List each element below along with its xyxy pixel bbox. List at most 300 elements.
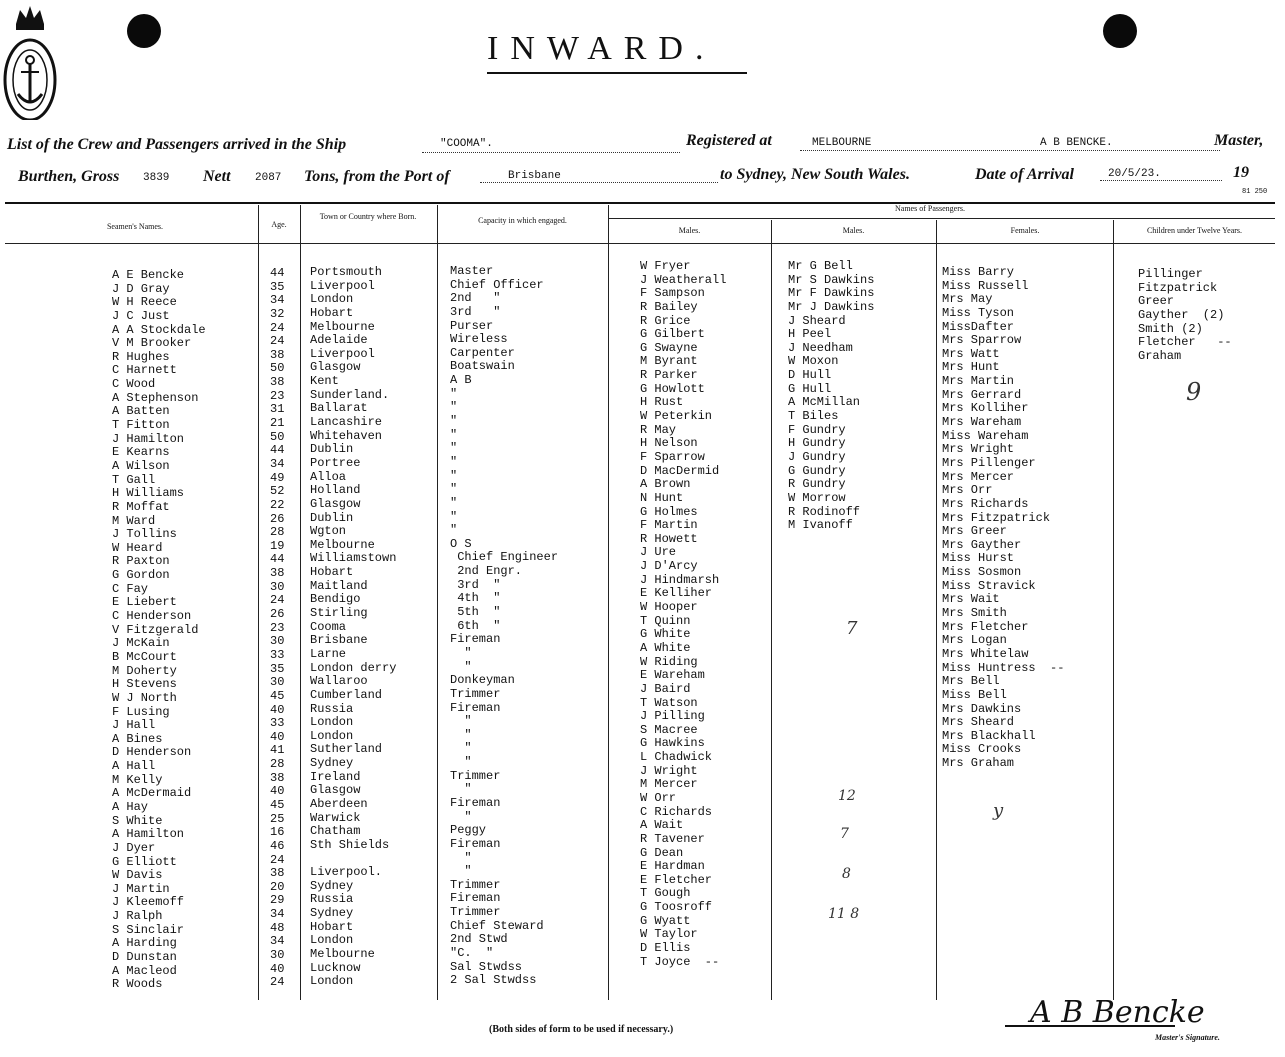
master-label: Master, [1214,132,1264,149]
male-passenger-entry: F Gundry [788,422,846,437]
signature-line [1005,1025,1175,1027]
male-passenger-entry: J Wright [640,763,698,778]
crew-name-entry: A E Bencke [112,268,185,282]
registered-port: MELBOURNE [812,137,872,149]
tick-annotation-1: 7 [846,618,858,639]
crew-capacity-entry: Peggy [450,823,487,838]
crew-name-entry: D Henderson [112,745,192,760]
female-passenger-entry: Mrs Orr [942,483,993,498]
male-passenger-entry: Mr G Bell [788,259,853,273]
male-passenger-entry: J Sheard [788,313,846,328]
crew-name-entry: A Hall [112,759,156,774]
female-passenger-entry: Miss Barry [942,265,1015,279]
male-passenger-entry: R Rodinoff [788,504,861,519]
crew-age-entry: 28 [270,525,285,540]
male-passenger-entry: H Gundry [788,436,846,451]
binding-hole-right [1103,14,1137,48]
crew-name-entry: A Bines [112,731,163,746]
crew-name-entry: J Martin [112,881,170,896]
male-passenger-entry: W Riding [640,654,698,669]
crew-capacity-entry: Trimmer [450,768,501,783]
male-passenger-entry: R Gundry [788,477,846,492]
crew-age-entry: 40 [270,784,285,799]
female-passenger-entry: Miss Wareham [942,428,1029,443]
crew-age-entry: 33 [270,716,285,731]
crew-age-entry: 38 [270,770,285,785]
male-passenger-entry: J Gundry [788,449,846,464]
crew-age-entry: 38 [270,375,285,390]
crew-capacity-entry: " [450,495,458,510]
female-passenger-entry: Mrs Hunt [942,360,1000,375]
male-passenger-entry: R May [640,422,677,437]
male-passenger-entry: F Martin [640,518,698,533]
crew-name-entry: V Fitzgerald [112,622,199,637]
crew-name-entry: A Hamilton [112,827,185,842]
passengers-females-list [942,266,1113,771]
crew-birthplace-entry: London [310,292,354,307]
female-passenger-entry: Miss Sosmon [942,565,1022,580]
crew-birthplace-entry: Aberdeen [310,796,368,811]
male-passenger-entry: J Weatherall [640,272,727,287]
crew-birthplace-entry: Hobart [310,565,354,580]
crew-birthplace-entry: London [310,933,354,948]
crew-birthplace-entry: Williamstown [310,551,397,566]
female-passenger-entry: Mrs Kolliher [942,401,1029,416]
crew-age-entry: 40 [270,729,285,744]
crew-name-entry: E Liebert [112,595,177,610]
female-passenger-entry: MissDafter [942,319,1015,334]
crew-name-entry: W J North [112,690,177,705]
crew-name-entry: A Harding [112,936,177,951]
crew-name-entry: C Fay [112,581,149,596]
crew-age-entry: 24 [270,593,285,608]
crew-birthplace-entry: Cumberland [310,687,383,702]
crew-age-entry: 44 [270,266,285,280]
male-passenger-entry: H Peel [788,327,832,342]
crew-birthplace-entry: Larne [310,646,347,661]
female-passenger-entry: Miss Huntress -- [942,660,1065,675]
crew-capacity-entry: Chief Engineer [450,550,559,565]
male-passenger-entry: Mr F Dawkins [788,286,875,301]
female-passenger-entry: Mrs Richards [942,496,1029,511]
female-passenger-entry: Mrs May [942,292,993,307]
header-bottom-rule [5,243,1275,244]
crew-birthplace-entry: Sydney [310,878,354,893]
crew-capacity-entry: " [450,809,472,824]
crew-birthplace-entry: Lucknow [310,960,361,975]
header-line1-prefix: List of the Crew and Passengers arrived in the Ship [7,136,347,153]
crew-capacity-entry: Fireman [450,700,501,715]
male-passenger-entry: G Dean [640,845,684,860]
crew-birthplace-entry: London [310,728,354,743]
crew-age-entry: 48 [270,920,285,935]
crew-birthplace-entry: Wgton [310,524,347,539]
crew-birthplace-entry: Ireland [310,769,361,784]
crew-capacity-entry: " [450,782,472,797]
from-port: Brisbane [508,170,561,182]
child-passenger-entry: Greer [1138,294,1175,309]
crew-capacity-entry: Purser [450,318,494,333]
crew-name-entry: J D Gray [112,281,170,296]
child-passenger-entry: Fitzpatrick [1138,280,1218,295]
female-passenger-entry: Miss Bell [942,687,1007,702]
crew-age-entry: 38 [270,347,285,362]
crew-name-entry: S White [112,813,163,828]
crew-name-entry: C Harnett [112,363,177,378]
male-passenger-entry: E Hardman [640,859,705,874]
crew-capacity-entry: " [450,645,472,660]
crew-age-entry: 44 [270,552,285,567]
col-rule-6 [936,220,937,1000]
male-passenger-entry: F Sparrow [640,449,705,464]
female-passenger-entry: Mrs Wait [942,592,1000,607]
male-passenger-entry: G Hawkins [640,736,705,751]
crew-birthplace-entry: Hobart [310,305,354,320]
crew-name-entry: J Dyer [112,840,156,855]
female-passenger-entry: Mrs Wareham [942,415,1022,430]
crew-age-entry: 32 [270,306,285,321]
crew-age-entry: 29 [270,893,285,908]
port-dotted-line [480,182,718,183]
male-passenger-entry: D Hull [788,368,832,383]
male-passenger-entry: C Richards [640,804,713,819]
male-passenger-entry: H Rust [640,395,684,410]
crew-capacity-entry: " [450,727,472,742]
male-passenger-entry: G Gundry [788,463,846,478]
crew-birthplace-entry: Alloa [310,469,347,484]
crew-age-entry: 28 [270,757,285,772]
crew-capacity-entry: " [450,454,458,469]
male-passenger-entry: T Watson [640,695,698,710]
crew-age-entry: 26 [270,607,285,622]
crew-capacity-entry: 4th " [450,591,501,606]
passengers-males-2-list [788,260,936,533]
crew-birthplace-entry: Liverpool [310,278,375,293]
crew-born-list [310,266,437,989]
crew-age-entry: 38 [270,566,285,581]
crew-capacity-entry: 3rd " [450,304,501,319]
form-code: 81 250 [1242,188,1268,196]
crew-age-entry: 25 [270,811,285,826]
crew-birthplace-entry: Glasgow [310,783,361,798]
crew-birthplace-entry: Portree [310,455,361,470]
male-passenger-entry: G Swayne [640,340,698,355]
female-passenger-entry: Mrs Pillenger [942,455,1036,470]
crew-birthplace-entry: London derry [310,660,397,675]
male-passenger-entry: A Brown [640,477,691,492]
crew-capacity-entry: " [450,441,458,456]
crew-name-entry: T Fitton [112,418,170,433]
crew-name-entry: R Moffat [112,499,170,514]
crew-birthplace-entry: Sydney [310,756,354,771]
col-rule-1 [258,205,259,1000]
female-passenger-entry: Mrs Martin [942,374,1015,389]
male-passenger-entry: A Wait [640,818,684,833]
male-passenger-entry: W Moxon [788,354,839,369]
crew-name-entry: S Sinclair [112,922,185,937]
crew-capacity-entry: " [450,714,472,729]
crew-age-entry: 30 [270,579,285,594]
crew-capacity-entry: Donkeyman [450,673,515,688]
crew-age-entry: 22 [270,497,285,512]
crew-capacity-entry: Master [450,264,494,278]
male-passenger-entry: T Biles [788,409,839,424]
crew-birthplace-entry: London [310,974,354,989]
crew-capacity-entry: Wireless [450,332,508,347]
to-label: to Sydney, New South Wales. [720,166,910,183]
crew-capacity-entry: " [450,427,458,442]
male-passenger-entry: S Macree [640,722,698,737]
crew-capacity-entry: " [450,850,472,865]
tally-annotation-5: 11 8 [828,906,860,922]
male-passenger-entry: E Fletcher [640,872,713,887]
male-passenger-entry: G Toosroff [640,900,713,915]
male-passenger-entry: J Baird [640,681,691,696]
crew-birthplace-entry: Dublin [310,510,354,525]
female-passenger-entry: Mrs Whitelaw [942,646,1029,661]
crew-name-entry: T Gall [112,472,156,487]
crew-birthplace-entry: Adelaide [310,333,368,348]
male-passenger-entry: G Howlott [640,381,705,396]
crew-age-entry: 24 [270,334,285,349]
tons-label: Tons, from the Port of [304,168,450,185]
registered-label: Registered at [686,132,772,149]
female-passenger-entry: Miss Stravick [942,578,1036,593]
crew-capacity-entry: " [450,659,472,674]
footer-note: (Both sides of form to be used if necessary.) [489,1024,674,1035]
nett-label: Nett [203,168,231,185]
crew-capacity-entry: 2 Sal Stwdss [450,973,537,988]
child-passenger-entry: Fletcher -- [1138,335,1232,350]
male-passenger-entry: D MacDermid [640,463,720,478]
crew-age-entry: 33 [270,647,285,662]
crew-age-entry: 21 [270,416,285,431]
crew-age-entry: 24 [270,975,285,990]
crew-birthplace-entry: Holland [310,483,361,498]
crew-birthplace-entry: Bendigo [310,592,361,607]
signature-label: Master's Signature. [1155,1033,1220,1042]
crew-name-entry: M Ward [112,513,156,528]
crew-age-entry: 34 [270,907,285,922]
male-passenger-entry: J Hindmarsh [640,572,720,587]
crew-age-entry: 44 [270,443,285,458]
crew-capacity-entry: 2nd Engr. [450,564,523,579]
female-passenger-entry: Mrs Gerrard [942,387,1022,402]
crew-capacity-entry: " [450,400,458,415]
crew-capacity-entry: Trimmer [450,905,501,920]
crew-age-entry: 35 [270,661,285,676]
crew-name-entry: J C Just [112,308,170,323]
crew-capacity-entry: Carpenter [450,345,515,360]
female-passenger-entry: Mrs Greer [942,524,1007,539]
male-passenger-entry: F Sampson [640,286,705,301]
female-passenger-entry: Mrs Wright [942,442,1015,457]
crew-birthplace-entry: London [310,715,354,730]
date-dotted-line [1100,180,1222,181]
child-passenger-entry: Gayther (2) [1138,307,1225,322]
crew-birthplace-entry: Cooma [310,619,347,634]
crew-age-entry: 45 [270,797,285,812]
crew-name-entry: R Paxton [112,554,170,569]
crew-birthplace-entry: Russia [310,892,354,907]
crew-age-entry: 34 [270,293,285,308]
crown-anchor-seal-icon [2,2,58,120]
crew-age-entry: 40 [270,702,285,717]
crew-name-entry: D Dunstan [112,950,177,965]
crew-age-entry: 45 [270,688,285,703]
crew-birthplace-entry: Glasgow [310,360,361,375]
male-passenger-entry: L Chadwick [640,750,713,765]
female-passenger-entry: Mrs Blackhall [942,728,1036,743]
female-passenger-entry: Miss Russell [942,278,1029,293]
crew-age-entry: 23 [270,620,285,635]
arrival-date: 20/5/23. [1108,168,1161,180]
male-passenger-entry: J Needham [788,340,853,355]
crew-age-entry: 24 [270,320,285,335]
male-passenger-entry: G Holmes [640,504,698,519]
female-passenger-entry: Mrs Mercer [942,469,1015,484]
col-capacity: Capacity in which engaged. [478,216,567,225]
male-passenger-entry: M Byrant [640,354,698,369]
female-passenger-entry: Mrs Dawkins [942,701,1022,716]
male-passenger-entry: W Taylor [640,927,698,942]
crew-birthplace-entry: Ballarat [310,401,368,416]
col-seamen-names: Seamen's Names. [106,222,164,231]
male-passenger-entry: E Wareham [640,668,705,683]
crew-age-entry: 50 [270,361,285,376]
crew-names-list [112,269,257,992]
ship-dotted-line [422,152,680,153]
crew-age-entry: 24 [270,852,285,867]
crew-capacity-entry: " [450,523,458,538]
male-passenger-entry: G White [640,627,691,642]
crew-age-entry: 50 [270,429,285,444]
registered-dotted-line [800,150,1220,151]
male-passenger-entry: W Morrow [788,490,846,505]
male-passenger-entry: T Joyce -- [640,954,720,969]
male-passenger-entry: A White [640,640,691,655]
crew-birthplace-entry: Glasgow [310,496,361,511]
crew-birthplace-entry: Hobart [310,919,354,934]
male-passenger-entry: R Grice [640,313,691,328]
crew-birthplace-entry: Brisbane [310,633,368,648]
female-passenger-entry: Mrs Watt [942,346,1000,361]
crew-birthplace-entry: Sydney [310,906,354,921]
crew-birthplace-entry: Stirling [310,606,368,621]
crew-capacity-entry: Trimmer [450,686,501,701]
male-passenger-entry: M Ivanoff [788,518,853,533]
crew-name-entry: M Doherty [112,663,177,678]
crew-name-entry: A McDermaid [112,786,192,801]
crew-capacity-entry: Fireman [450,891,501,906]
male-passenger-entry: T Quinn [640,613,691,628]
female-passenger-entry: Miss Crooks [942,742,1022,757]
female-passenger-entry: Mrs Sparrow [942,333,1022,348]
crew-age-entry: 34 [270,934,285,949]
male-passenger-entry: R Bailey [640,299,698,314]
crew-age-entry: 16 [270,825,285,840]
crew-birthplace-entry: Melbourne [310,537,375,552]
child-passenger-entry: Graham [1138,348,1182,363]
child-passenger-entry: Pillinger [1138,267,1203,281]
crew-age-entry: 26 [270,511,285,526]
male-passenger-entry: R Parker [640,368,698,383]
crew-capacity-entry: " [450,482,458,497]
crew-capacity-entry: Trimmer [450,877,501,892]
crew-age-entry: 20 [270,879,285,894]
crew-name-entry: R Hughes [112,349,170,364]
male-passenger-entry: A McMillan [788,395,861,410]
female-passenger-entry: Miss Hurst [942,551,1015,566]
crew-age-entry: 49 [270,470,285,485]
col-rule-7 [1113,220,1114,1000]
male-passenger-entry: M Mercer [640,777,698,792]
crew-capacity-entry: Sal Stwdss [450,959,523,974]
crew-capacity-entry: 5th " [450,605,501,620]
crew-name-entry: J Hall [112,718,156,733]
crew-name-entry: C Henderson [112,609,192,624]
male-passenger-entry: Mr S Dawkins [788,272,875,287]
crew-capacity-entry: "C. " [450,946,494,961]
crew-name-entry: A Macleod [112,963,177,978]
crew-capacity-entry: " [450,509,458,524]
crew-birthplace-entry: Portsmouth [310,265,383,279]
crew-capacity-entry: A B [450,373,472,388]
crew-capacity-entry: " [450,468,458,483]
crew-birthplace-entry: Dublin [310,442,354,457]
female-passenger-entry: Mrs Smith [942,606,1007,621]
crew-name-entry: M Kelly [112,772,163,787]
male-passenger-entry: G Gilbert [640,327,705,342]
male-passenger-entry: R Howett [640,531,698,546]
tally-annotation-1: 12 [838,788,856,804]
male-passenger-entry: D Ellis [640,941,691,956]
crew-birthplace-entry: Melbourne [310,947,375,962]
passenger-header-rule [608,218,1275,219]
crew-birthplace-entry: Melbourne [310,319,375,334]
female-passenger-entry: Mrs Bell [942,674,1000,689]
col-passengers: Names of Passengers. [895,204,965,213]
crew-name-entry: C Wood [112,377,156,392]
children-count-annotation: 9 [1186,378,1202,406]
crew-age-entry: 41 [270,743,285,758]
male-passenger-entry: W Hooper [640,600,698,615]
col-females: Females. [1010,226,1040,235]
crew-name-entry: J Ralph [112,909,163,924]
crew-capacity-entry: " [450,414,458,429]
col-rule-2 [300,205,301,1000]
crew-birthplace-entry: Lancashire [310,415,383,430]
crew-name-entry: G Gordon [112,568,170,583]
crew-name-entry: J Kleemoff [112,895,185,910]
crew-birthplace-entry: Kent [310,374,339,389]
crew-name-entry: W Davis [112,868,163,883]
crew-birthplace-entry: Sutherland [310,742,383,757]
tick-annotation-2: y [993,800,1004,821]
crew-birthplace-entry: Russia [310,701,354,716]
crew-age-entry: 30 [270,634,285,649]
col-males-2: Males. [842,226,865,235]
master-signature: A B Bencke [1030,995,1205,1030]
male-passenger-entry: E Kelliher [640,586,713,601]
crew-birthplace-entry [310,853,437,867]
crew-name-entry: V M Brooker [112,336,192,351]
crew-age-entry: 19 [270,538,285,553]
crew-capacity-list [450,265,608,988]
col-rule-5 [771,220,772,1000]
crew-name-entry: H Stevens [112,677,177,692]
passengers-males-1-list [640,260,771,969]
